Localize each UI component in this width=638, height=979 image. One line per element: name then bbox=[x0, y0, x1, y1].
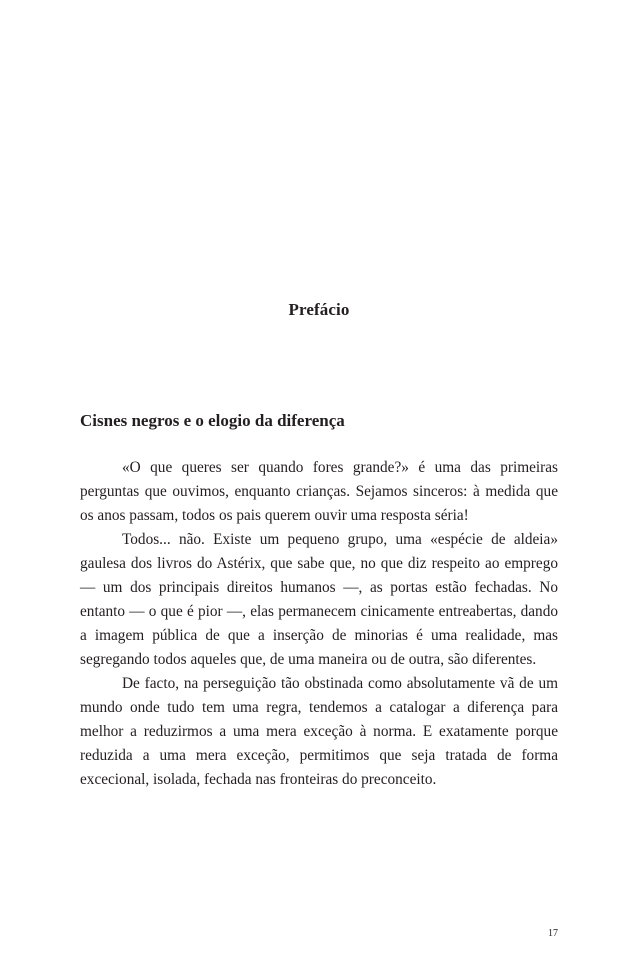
paragraph: De facto, na perseguição tão obstinada como absolutamente vã de um mundo onde tudo tem uma regra, tendemos a catalogar a diferença para melhor a reduzirmos a uma mera exceção à norma. E exatamente porque reduzida a uma mera exceção, permitimos que seja tratada de forma excecional, isolada, fechada nas fronteiras do preconceito. bbox=[80, 675, 558, 788]
paragraph: «O que queres ser quando fores grande?» é uma das primeiras perguntas que ouvimos, enquanto crianças. Sejamos sinceros: à medida que os anos passam, todos os pais querem ouvir uma resposta séria! bbox=[80, 459, 558, 524]
chapter-title: Prefácio bbox=[288, 300, 350, 319]
section-heading: Cisnes negros e o elogio da diferença bbox=[80, 411, 345, 430]
paragraph: Todos... não. Existe um pequeno grupo, uma «espécie de aldeia» gaulesa dos livros do Astérix, que sabe que, no que diz respeito ao emprego — um dos principais direitos humanos —, as portas estão fechadas. No entanto — o que é pior —, elas permanecem cinicamente entreabertas, dando a imagem pública de que a inserção de minorias é uma realidade, mas segregando todos aqueles que, de uma maneira ou de outra, são diferentes. bbox=[80, 531, 558, 668]
body-text bbox=[80, 456, 558, 792]
page-number: 17 bbox=[548, 928, 558, 939]
